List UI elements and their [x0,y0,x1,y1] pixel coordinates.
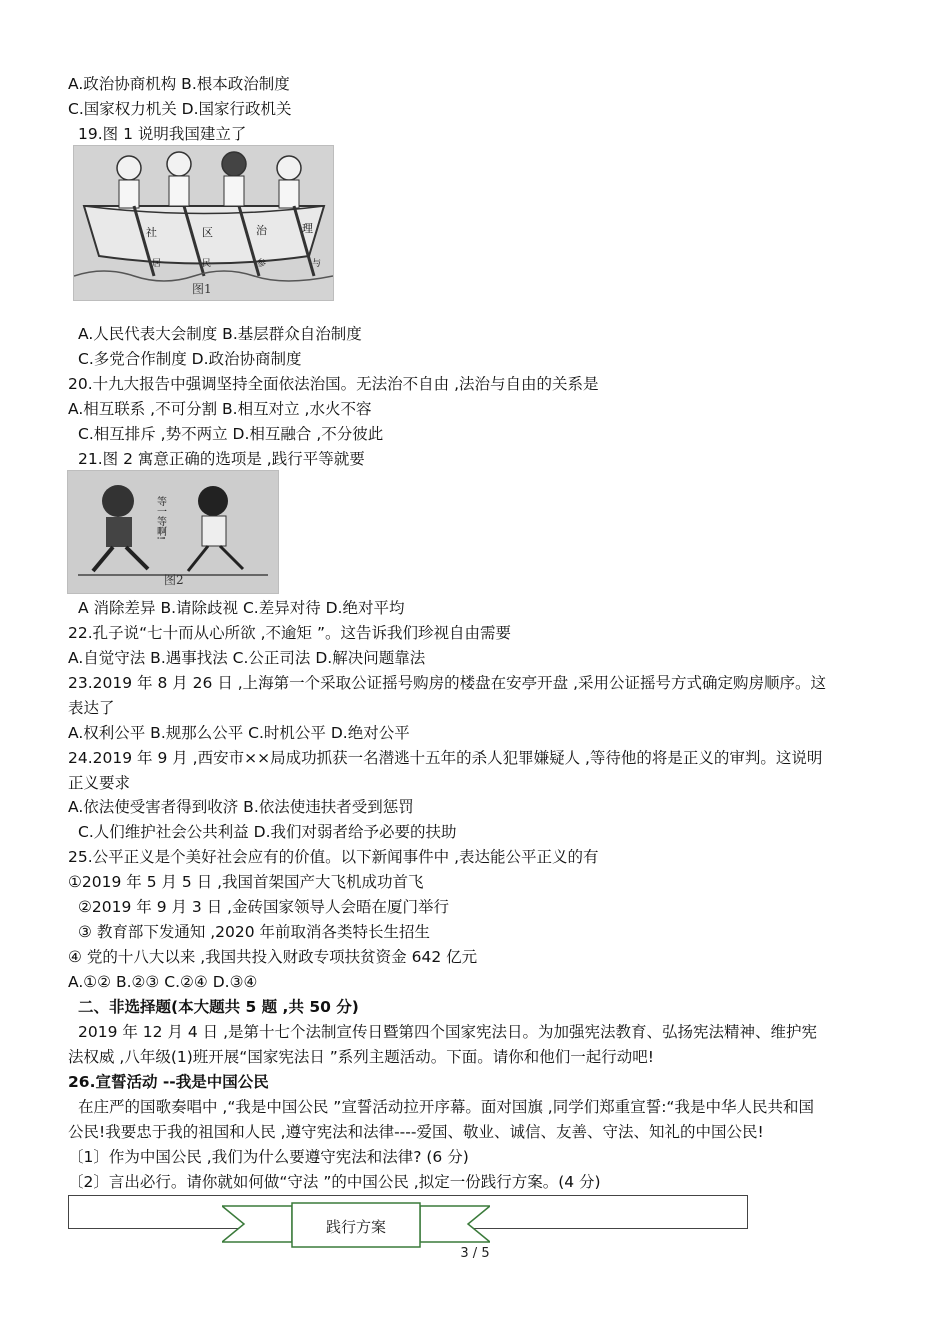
question-24-cont: 正义要求 [68,774,131,792]
oar-char-2: 民 [202,259,212,269]
q20-options-a: A.相互联系 ,不可分割 B.相互对立 ,水火不容 [68,400,372,418]
banner-char-2: 区 [202,226,213,239]
oar-char-4: 与 [312,259,322,269]
figure-2-caption: 图2 [164,573,184,587]
figure-1-illustration [74,146,333,300]
section-2-intro-1: 2019 年 12 月 4 日 ,是第十七个法制宣传日暨第四个国家宪法日。为加强宪法教育、弘扬宪法精神、维护宪 [78,1023,818,1041]
q26-subquestion-1: 〔1〕作为中国公民 ,我们为什么要遵守宪法和法律? (6 分) [68,1148,469,1166]
q20-options-b: C.相互排斥 ,势不两立 D.相互融合 ,不分彼此 [78,425,384,443]
q19-options-a: A.人民代表大会制度 B.基层群众自治制度 [78,325,362,343]
q24-options-a: A.依法使受害者得到收济 B.依法使违扶者受到惩罚 [68,798,414,816]
figure-2-runners-image [67,470,279,594]
oar-char-3: 参 [257,259,267,269]
q25-item-4: ④ 党的十八大以来 ,我国共投入财政专项扶贫资金 642 亿元 [68,948,478,966]
question-26-heading: 26.宣誓活动 --我是中国公民 [68,1073,269,1091]
q22-options: A.自觉守法 B.遇事找法 C.公正司法 D.解决问题靠法 [68,649,426,667]
q23-options: A.权利公平 B.规那么公平 C.时机公平 D.绝对公平 [68,724,410,742]
oar-char-1: 居 [152,259,162,269]
figure-2-speech: 等一等啊! [154,496,166,541]
option-line-18b: C.国家权力机关 D.国家行政机关 [68,100,292,118]
q24-options-b: C.人们维护社会公共利益 D.我们对弱者给予必要的扶助 [78,823,457,841]
q25-options: A.①② B.②③ C.②④ D.③④ [68,973,258,991]
question-23-cont: 表达了 [68,699,115,717]
figure-1-boat-image [73,145,334,301]
plan-ribbon-banner [222,1202,490,1250]
question-21: 21.图 2 寓意正确的选项是 ,践行平等就要 [78,450,365,468]
page-number: 3 / 5 [460,1246,490,1261]
option-line-18a: A.政治协商机构 B.根本政治制度 [68,75,290,93]
question-20: 20.十九大报告中强调坚持全面依法治国。无法治不自由 ,法治与自由的关系是 [68,375,599,393]
q25-item-1: ①2019 年 5 月 5 日 ,我国首架国产大飞机成功首飞 [68,873,424,891]
q21-options: A 消除差异 B.请除歧视 C.差异对待 D.绝对平均 [78,599,405,617]
banner-char-4: 理 [302,222,313,235]
q25-item-2: ②2019 年 9 月 3 日 ,金砖国家领导人会晤在厦门举行 [78,898,450,916]
question-24: 24.2019 年 9 月 ,西安市××局成功抓获一名潜逃十五年的杀人犯罪嫌疑人 ,等待他的将是正义的审判。这说明 [68,749,823,767]
question-19: 19.图 1 说明我国建立了 [78,125,247,143]
q26-paragraph-1: 在庄严的国歌奏唱中 ,“我是中国公民 ”宣誓活动拉开序幕。面对国旗 ,同学们郑重宣誓:“我是中华人民共和国 [78,1098,814,1116]
question-23: 23.2019 年 8 月 26 日 ,上海第一个采取公证摇号购房的楼盘在安亭开盘 ,采用公证摇号方式确定购房顺序。这 [68,674,827,692]
question-25: 25.公平正义是个美好社会应有的价值。以下新闻事件中 ,表达能公平正义的有 [68,848,599,866]
banner-char-1: 社 [146,226,157,239]
q26-paragraph-2: 公民!我要忠于我的祖国和人民 ,遵守宪法和法律----爱国、敬业、诚信、友善、守法、知礼的中国公民! [68,1123,764,1141]
question-22: 22.孔子说“七十而从心所欲 ,不逾矩 ”。这告诉我们珍视自由需要 [68,624,511,642]
banner-char-3: 治 [256,224,267,237]
section-2-heading: 二、非选择题(本大题共 5 题 ,共 50 分) [78,998,359,1016]
q19-options-b: C.多党合作制度 D.政治协商制度 [78,350,302,368]
q25-item-3: ③ 教育部下发通知 ,2020 年前取消各类特长生招生 [78,923,431,941]
plan-label: 践行方案 [325,1218,387,1236]
figure-1-caption: 图1 [192,282,212,296]
q26-subquestion-2: 〔2〕言出必行。请你就如何做“守法 ”的中国公民 ,拟定一份践行方案。(4 分) [68,1173,601,1191]
section-2-intro-2: 法权威 ,八年级(1)班开展“国家宪法日 ”系列主题活动。下面。请你和他们一起行动吧! [68,1048,655,1066]
